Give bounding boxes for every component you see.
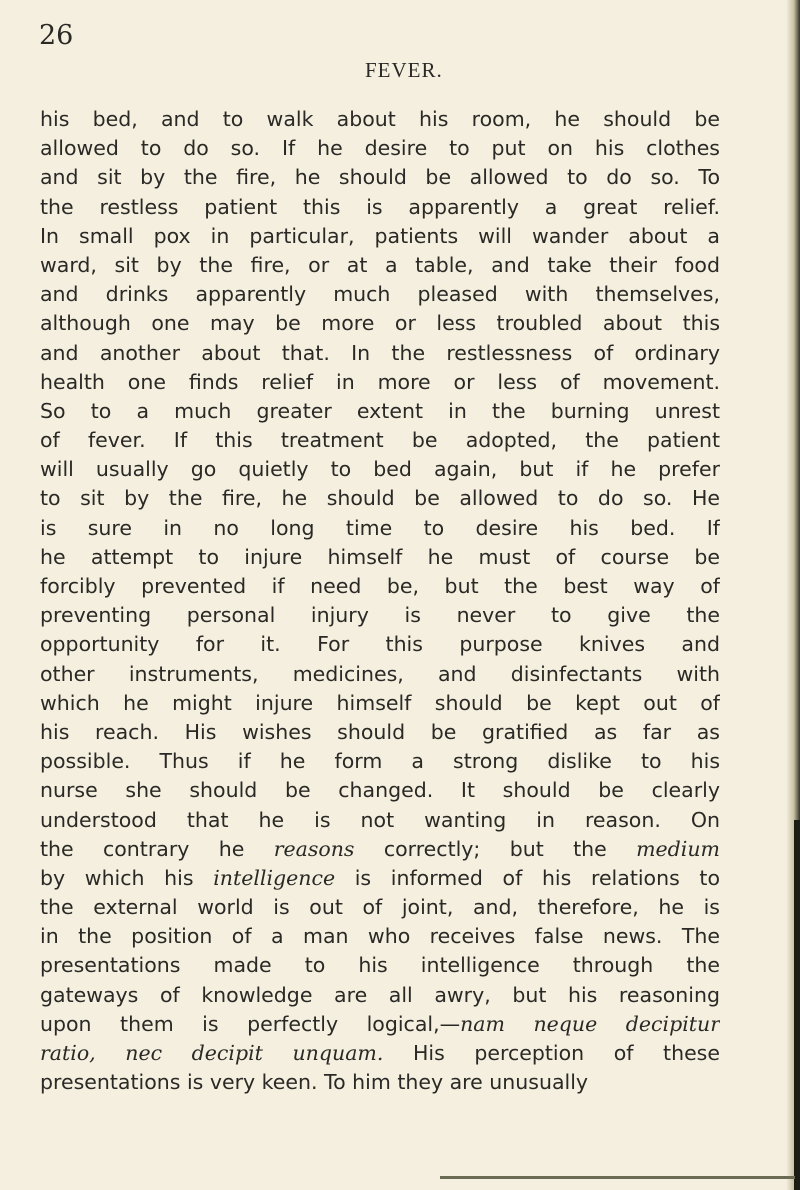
text-segment: health one finds relief in more or less of movement.: [40, 369, 720, 394]
text-line: [40, 1039, 720, 1068]
page-number: 26: [39, 20, 74, 51]
text-line: [40, 455, 720, 484]
text-segment: which he might injure himself should be kept out of: [40, 690, 720, 715]
text-segment: upon them is perfectly logical,—: [40, 1011, 461, 1036]
text-segment: his reach. His wishes should be gratified as far as: [40, 719, 720, 744]
text-line: [40, 134, 720, 163]
italic-text: reasons: [273, 836, 355, 861]
text-line: [40, 397, 720, 426]
text-segment: In small pox in particular, patients will wander about a: [40, 223, 720, 248]
text-line: [40, 163, 720, 192]
text-line: [40, 339, 720, 368]
text-line: [40, 951, 720, 980]
text-line: [40, 251, 720, 280]
text-segment: forcibly prevented if need be, but the best way of: [40, 574, 720, 598]
text-segment: is sure in no long time to desire his bed. If: [40, 515, 720, 540]
text-segment: gateways of knowledge are all awry, but his reasoning: [40, 982, 720, 1007]
text-line: [40, 193, 720, 222]
text-segment: correctly; but the: [354, 836, 637, 861]
bottom-edge-rule: [440, 1176, 795, 1179]
body-text: [40, 105, 720, 1097]
text-segment: nurse she should be changed. It should be clearly: [40, 778, 720, 803]
text-segment: other instruments, medicines, and disinfectants with: [40, 661, 720, 686]
text-line: [40, 514, 720, 543]
text-line: [40, 601, 720, 630]
text-line: [40, 835, 720, 864]
text-segment: the restless patient this is apparently a great relief.: [40, 194, 720, 219]
text-segment: although one may be more or less troubled about this: [40, 311, 720, 336]
text-segment: of fever. If this treatment be adopted, the patient: [40, 428, 720, 453]
text-segment: and sit by the fire, he should be allowed to do so. To: [40, 165, 720, 190]
binding-edge: [794, 820, 800, 1190]
text-line: [40, 981, 720, 1010]
text-segment: understood that he is not wanting in reason. On: [40, 807, 720, 832]
text-line: [40, 776, 720, 805]
text-line: [40, 747, 720, 776]
text-line: [40, 105, 720, 134]
text-line: [40, 689, 720, 718]
text-segment: will usually go quietly to bed again, but if he prefer: [40, 457, 720, 482]
text-segment: preventing personal injury is never to give the: [40, 603, 720, 628]
italic-text: ratio, nec decipit unquam.: [40, 1041, 384, 1065]
text-line: [40, 572, 720, 601]
text-segment: and another about that. In the restlessness of ordinary: [40, 340, 720, 365]
text-segment: the external world is out of joint, and, therefore, he is: [40, 895, 720, 920]
text-segment: presentations is very keen. To him they are unusually: [40, 1070, 589, 1095]
text-line: [40, 893, 720, 922]
text-segment: So to a much greater extent in the burning unrest: [40, 398, 720, 423]
text-segment: and drinks apparently much pleased with themselves,: [40, 282, 720, 307]
italic-text: nam neque decipitur: [460, 1011, 720, 1036]
text-segment: allowed to do so. If he desire to put on his clothes: [40, 136, 720, 161]
text-segment: his bed, and to walk about his room, he should be: [40, 107, 720, 131]
text-line: [40, 660, 720, 689]
text-line: [40, 222, 720, 251]
text-line: [40, 543, 720, 572]
text-segment: the contrary he: [40, 836, 274, 861]
text-line: [40, 1010, 720, 1039]
text-line: [40, 630, 720, 659]
text-line: [40, 806, 720, 835]
text-segment: he attempt to injure himself he must of course be: [40, 544, 720, 569]
text-segment: to sit by the fire, he should be allowed to do so. He: [40, 486, 720, 511]
text-segment: ward, sit by the fire, or at a table, and take their food: [40, 252, 720, 277]
text-line: [40, 280, 720, 309]
text-line: [40, 484, 720, 513]
text-segment: His perception of these: [383, 1041, 720, 1065]
text-line: [40, 922, 720, 951]
italic-text: intelligence: [213, 865, 336, 890]
text-segment: opportunity for it. For this purpose knives and: [40, 632, 720, 657]
text-line: [40, 368, 720, 397]
text-line: [40, 864, 720, 893]
text-line: [40, 426, 720, 455]
text-segment: in the position of a man who receives false news. The: [40, 924, 720, 949]
text-segment: possible. Thus if he form a strong dislike to his: [40, 749, 720, 774]
running-head: FEVER.: [365, 58, 443, 82]
text-segment: is informed of his relations to: [335, 865, 720, 890]
text-segment: by which his: [40, 865, 214, 890]
text-line: [40, 1068, 720, 1097]
text-line: [40, 718, 720, 747]
text-segment: presentations made to his intelligence through the: [40, 953, 720, 978]
text-line: [40, 309, 720, 338]
italic-text: medium: [636, 836, 720, 861]
